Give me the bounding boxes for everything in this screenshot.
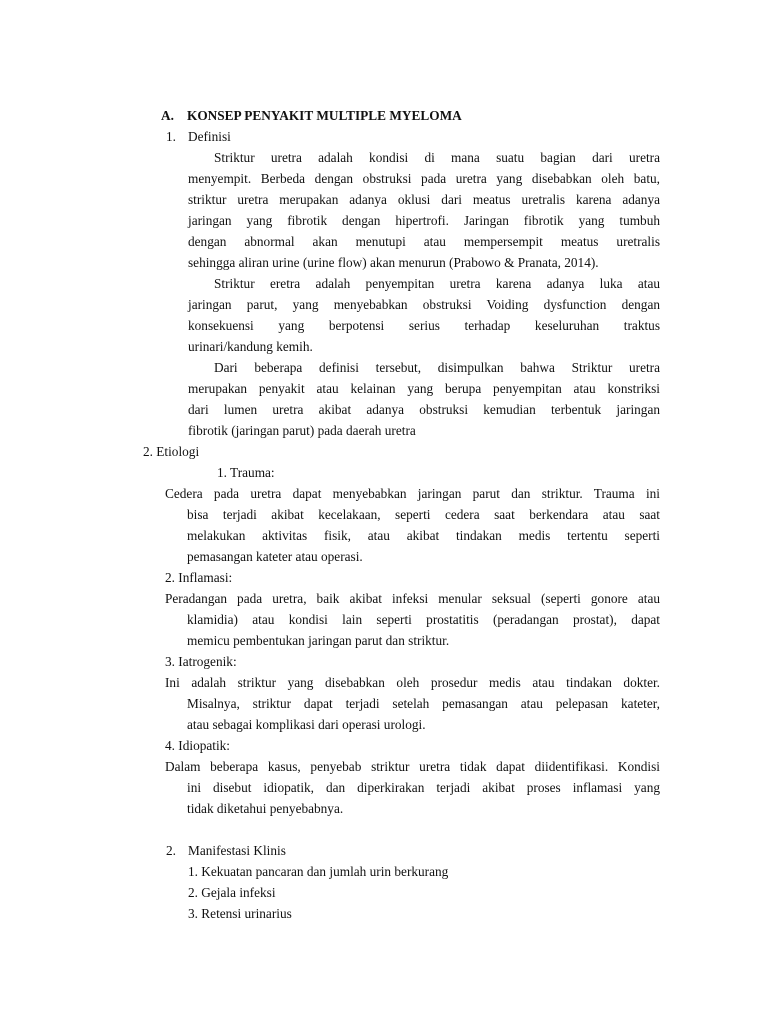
paragraph-line: Peradangan pada uretra, baik akibat infeksi menular seksual (seperti gonore atau xyxy=(165,591,660,606)
paragraph-line: urinari/kandung kemih. xyxy=(188,339,313,354)
paragraph-line: dari lumen uretra akibat adanya obstruksi kemudian terbentuk jaringan xyxy=(188,402,660,417)
paragraph-line: konsekuensi yang berpotensi serius terhadap keseluruhan traktus xyxy=(188,318,660,333)
paragraph-line: Dari beberapa definisi tersebut, disimpulkan bahwa Striktur uretra xyxy=(214,360,660,375)
paragraph-line: pemasangan kateter atau operasi. xyxy=(187,549,363,564)
paragraph-line: merupakan penyakit atau kelainan yang berupa penyempitan atau konstriksi xyxy=(188,381,660,396)
paragraph-line: klamidia) atau kondisi lain seperti prostatitis (peradangan prostat), dapat xyxy=(187,612,660,627)
manifestasi-heading: Manifestasi Klinis xyxy=(188,843,286,858)
paragraph-line: ini disebut idiopatik, dan diperkirakan terjadi akibat proses inflamasi yang xyxy=(187,780,660,795)
manifestasi-marker: 2. xyxy=(166,843,176,858)
list-item: 3. Retensi urinarius xyxy=(188,906,292,921)
section-title: KONSEP PENYAKIT MULTIPLE MYELOMA xyxy=(187,108,462,123)
list-item: 1. Kekuatan pancaran dan jumlah urin berkurang xyxy=(188,864,449,879)
paragraph-line: Striktur uretra adalah kondisi di mana suatu bagian dari uretra xyxy=(214,150,660,165)
paragraph-line: melakukan aktivitas fisik, atau akibat tindakan medis tertentu seperti xyxy=(187,528,660,543)
list-item: 2. Gejala infeksi xyxy=(188,885,276,900)
paragraph-line: bisa terjadi akibat kecelakaan, seperti cedera saat berkendara atau saat xyxy=(187,507,660,522)
paragraph-line: Misalnya, striktur dapat terjadi setelah pemasangan atau pelepasan kateter, xyxy=(187,696,660,711)
paragraph-line: striktur uretra merupakan adanya oklusi dari meatus uretralis karena adanya xyxy=(188,192,660,207)
section-marker: A. xyxy=(161,108,174,123)
paragraph-line: menyempit. Berbeda dengan obstruksi pada uretra yang disebabkan oleh batu, xyxy=(188,171,660,186)
idiopatik-heading: 4. Idiopatik: xyxy=(165,738,230,753)
paragraph-line: jaringan yang fibrotik dengan hipertrofi. Jaringan fibrotik yang tumbuh xyxy=(188,213,660,228)
definisi-marker: 1. xyxy=(166,129,176,144)
iatrogenik-heading: 3. Iatrogenik: xyxy=(165,654,237,669)
inflamasi-heading: 2. Inflamasi: xyxy=(165,570,233,585)
paragraph-line: tidak diketahui penyebabnya. xyxy=(187,801,344,816)
paragraph-line: Cedera pada uretra dapat menyebabkan jaringan parut dan striktur. Trauma ini xyxy=(165,486,660,501)
paragraph-line: dengan abnormal akan menutupi atau mempersempit meatus uretralis xyxy=(188,234,660,249)
paragraph-line: sehingga aliran urine (urine flow) akan menurun (Prabowo & Pranata, 2014). xyxy=(188,255,599,270)
paragraph-line: Ini adalah striktur yang disebabkan oleh prosedur medis atau tindakan dokter. xyxy=(165,675,660,690)
etiologi-heading: 2. Etiologi xyxy=(143,444,200,459)
paragraph-line: atau sebagai komplikasi dari operasi urologi. xyxy=(187,717,426,732)
paragraph-line: Striktur eretra adalah penyempitan uretra karena adanya luka atau xyxy=(214,276,660,291)
paragraph-line: jaringan parut, yang menyebabkan obstruksi Voiding dysfunction dengan xyxy=(188,297,660,312)
definisi-heading: Definisi xyxy=(188,129,231,144)
paragraph-line: Dalam beberapa kasus, penyebab striktur uretra tidak dapat diidentifikasi. Kondisi xyxy=(165,759,660,774)
paragraph-line: fibrotik (jaringan parut) pada daerah uretra xyxy=(188,423,416,438)
trauma-heading: 1. Trauma: xyxy=(217,465,275,480)
paragraph-line: memicu pembentukan jaringan parut dan striktur. xyxy=(187,633,450,648)
